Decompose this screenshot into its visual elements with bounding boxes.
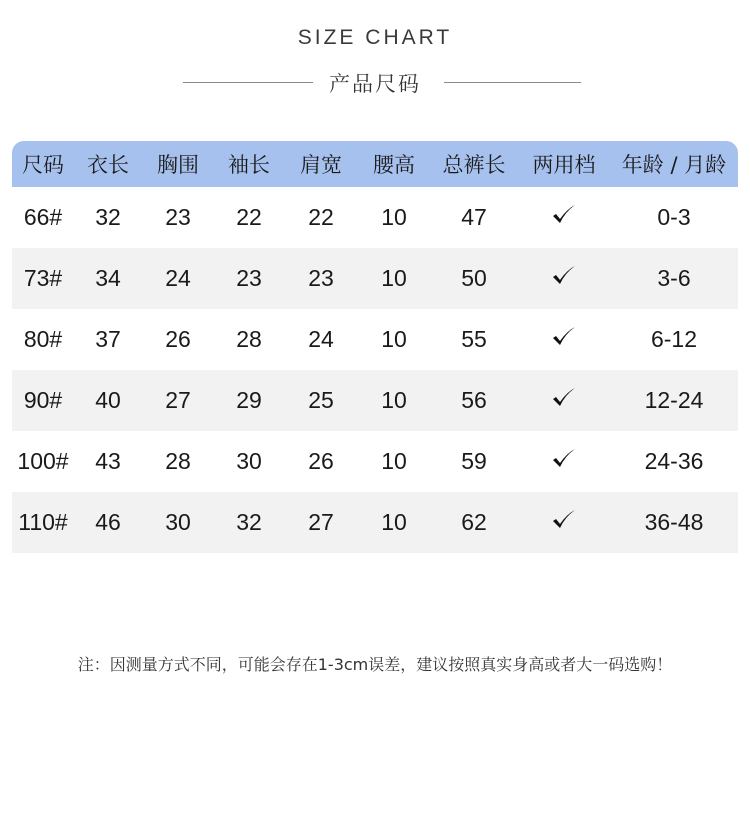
column-header: 衣长: [87, 153, 129, 177]
table-header: [12, 141, 738, 187]
table-cell: 10: [381, 326, 407, 352]
table-cell: 50: [461, 265, 487, 291]
table-cell: 23: [165, 204, 191, 230]
column-header: 腰高: [373, 153, 415, 177]
table-cell: 56: [461, 387, 487, 413]
check-cell: [518, 507, 610, 539]
column-header: 尺码: [22, 153, 64, 177]
table-cell: 80#: [23, 326, 63, 352]
table-row: [12, 248, 738, 309]
table-cell: 47: [461, 204, 487, 230]
table-cell: 29: [236, 387, 262, 413]
page-title: SIZE CHART: [297, 26, 453, 49]
check-icon: [551, 263, 577, 289]
table-cell: 24-36: [644, 448, 704, 474]
table-cell: 73#: [23, 265, 63, 291]
table-cell: 27: [165, 387, 191, 413]
footnote: 注：因测量方式不同，可能会存在1-3cm误差，建议按照真实身高或者大一码选购！: [77, 655, 673, 674]
check-cell: [518, 202, 610, 234]
table-body: [12, 187, 738, 553]
table-row: [12, 370, 738, 431]
check-icon: [551, 202, 577, 228]
check-icon: [551, 324, 577, 350]
table-cell: 46: [95, 509, 121, 535]
table-cell: 23: [308, 265, 334, 291]
column-header: 年龄 / 月龄: [621, 153, 727, 177]
check-icon: [551, 385, 577, 411]
table-cell: 12-24: [644, 387, 704, 413]
table-cell: 66#: [23, 204, 63, 230]
column-header: 总裤长: [442, 153, 506, 177]
check-cell: [518, 263, 610, 295]
table-row: [12, 431, 738, 492]
table-cell: 24: [165, 265, 191, 291]
column-header: 袖长: [228, 153, 270, 177]
table-cell: 0-3: [657, 204, 691, 230]
check-icon: [551, 446, 577, 472]
table-cell: 23: [236, 265, 262, 291]
table-cell: 3-6: [657, 265, 691, 291]
table-cell: 32: [95, 204, 121, 230]
table-cell: 24: [308, 326, 334, 352]
check-cell: [518, 446, 610, 478]
table-cell: 37: [95, 326, 121, 352]
table-cell: 110#: [18, 509, 68, 535]
check-cell: [518, 385, 610, 417]
table-cell: 26: [165, 326, 191, 352]
table-cell: 36-48: [644, 509, 704, 535]
table-cell: 26: [308, 448, 334, 474]
table-cell: 32: [236, 509, 262, 535]
table-cell: 100#: [17, 448, 69, 474]
table-cell: 27: [308, 509, 334, 535]
table-cell: 34: [95, 265, 121, 291]
column-header: 两用档: [532, 153, 596, 177]
page-subtitle: 产品尺码: [329, 72, 421, 96]
column-header: 胸围: [157, 153, 199, 177]
check-icon: [551, 507, 577, 533]
divider-right: [444, 82, 581, 83]
table-cell: 30: [165, 509, 191, 535]
table-cell: 10: [381, 509, 407, 535]
table-cell: 25: [308, 387, 334, 413]
table-row: [12, 187, 738, 248]
table-cell: 10: [381, 387, 407, 413]
table-cell: 28: [236, 326, 262, 352]
table-cell: 10: [381, 448, 407, 474]
table-cell: 22: [236, 204, 262, 230]
table-cell: 40: [95, 387, 121, 413]
table-row: [12, 492, 738, 553]
table-cell: 10: [381, 265, 407, 291]
table-cell: 30: [236, 448, 262, 474]
table-cell: 90#: [23, 387, 63, 413]
table-cell: 43: [95, 448, 121, 474]
table-cell: 59: [461, 448, 487, 474]
column-header: 肩宽: [300, 153, 342, 177]
size-table: [12, 141, 738, 553]
table-cell: 6-12: [650, 326, 698, 352]
subtitle-row: [0, 68, 750, 98]
table-cell: 28: [165, 448, 191, 474]
table-cell: 62: [461, 509, 487, 535]
table-cell: 22: [308, 204, 334, 230]
table-cell: 55: [461, 326, 487, 352]
table-cell: 10: [381, 204, 407, 230]
table-row: [12, 309, 738, 370]
check-cell: [518, 324, 610, 356]
